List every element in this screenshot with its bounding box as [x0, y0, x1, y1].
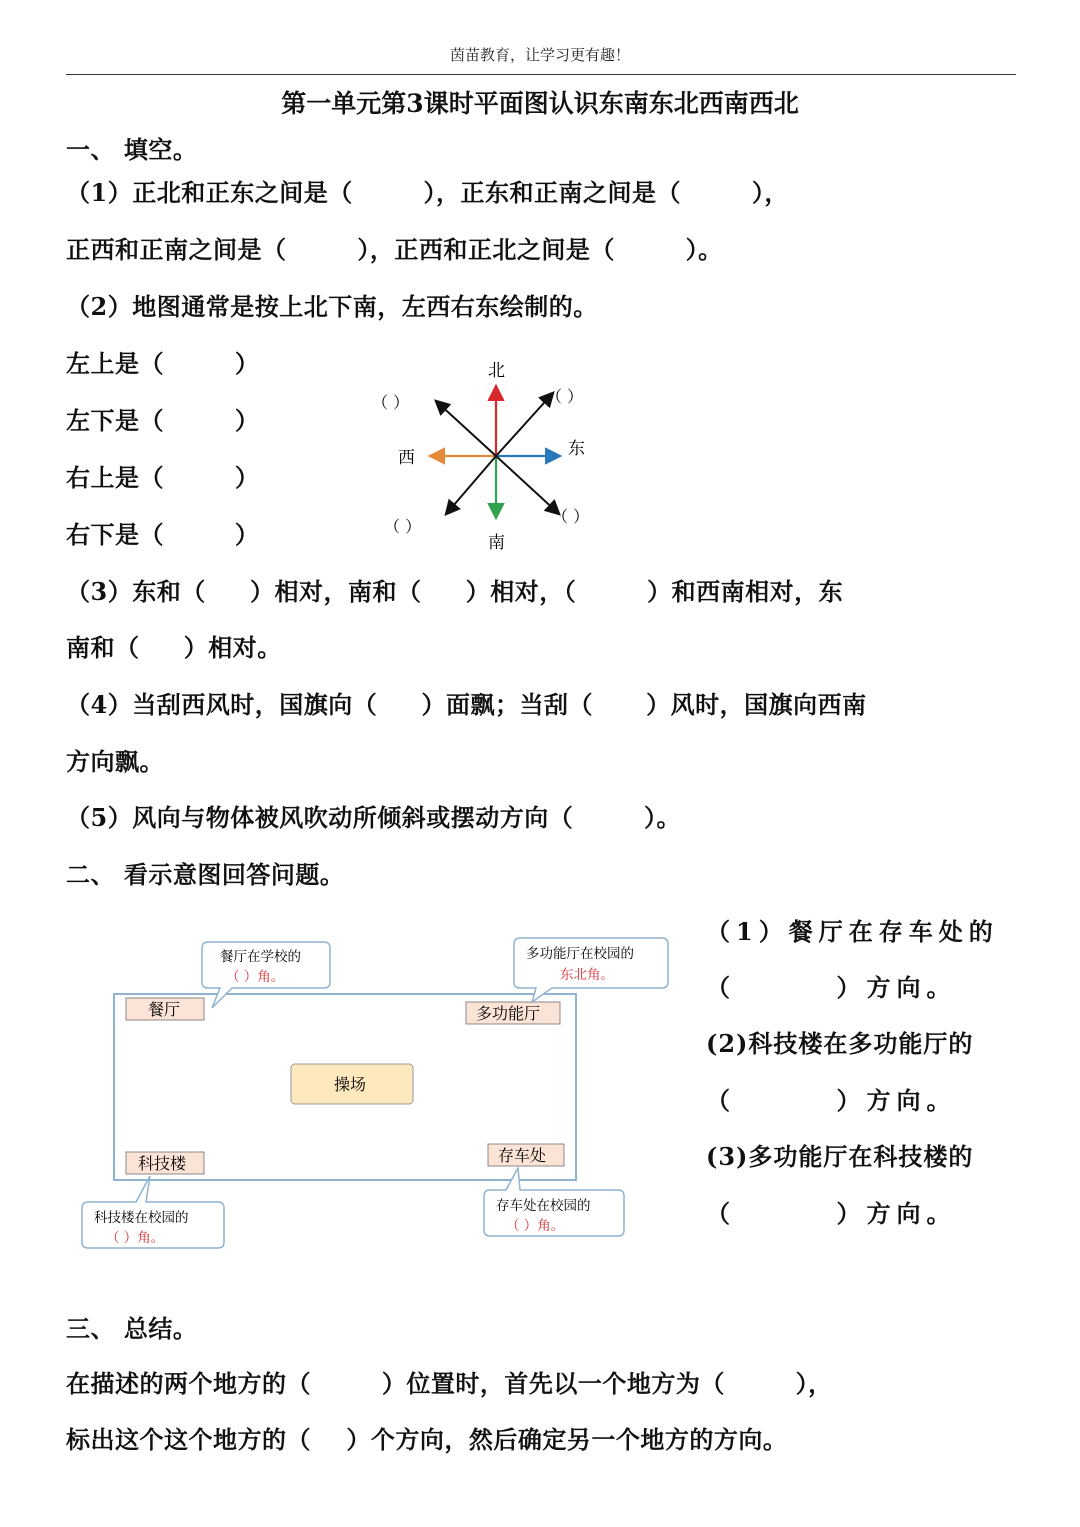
- label-south: 南: [488, 533, 505, 553]
- summary-line2: 标出这个这个地方的（ ）个方向，然后确定另一个地方的方向。: [66, 1425, 788, 1454]
- s2-q2-line2: （ ）方向。: [706, 1086, 957, 1115]
- bike-shed-label: 存车处: [498, 1146, 547, 1165]
- callout-tech-line1: 科技楼在校园的: [94, 1210, 189, 1226]
- page-title: 第一单元第3课时平面图认识东南东北西南西北: [281, 89, 799, 118]
- summary-line1: 在描述的两个地方的（ ）位置时，首先以一个地方为（ ），: [66, 1369, 833, 1398]
- s2-q3-line1: (3)多功能厅在科技楼的: [706, 1142, 974, 1171]
- label-west: 西: [398, 448, 415, 468]
- s2-q3-line2: （ ）方向。: [706, 1199, 957, 1228]
- southwest-arrow: [447, 456, 496, 513]
- campus-map: [74, 930, 684, 1260]
- q1-line2: 正西和正南之间是（ ），正西和正北之间是（ ）。: [66, 235, 723, 264]
- q2-text: （2）地图通常是按上北下南，左西右东绘制的。: [66, 292, 598, 321]
- blank-southwest: （ ）: [384, 517, 422, 536]
- callout-multi-line2: 东北角。: [560, 967, 614, 983]
- callout-tech-line2: （ ）角。: [106, 1230, 165, 1246]
- s2-q1-line2: （ ）方向。: [706, 973, 957, 1002]
- section1-heading: 一、 填空。: [66, 135, 198, 164]
- multi-hall-label: 多功能厅: [476, 1004, 541, 1023]
- callout-bike-line1: 存车处在校园的: [496, 1198, 591, 1214]
- q2-item-lower-left: 左下是（ ）: [66, 406, 260, 435]
- page-header: 茵苗教育，让学习更有趣！: [449, 46, 630, 64]
- callout-bike-line2: （ ）角。: [506, 1218, 565, 1234]
- compass-diagram: [360, 350, 660, 560]
- q4-line1: （4）当刮西风时，国旗向（ ）面飘；当刮（ ）风时，国旗向西南: [66, 690, 867, 719]
- q2-item-lower-right: 右下是（ ）: [66, 520, 260, 549]
- southeast-arrow: [496, 456, 558, 513]
- blank-southeast: （ ）: [552, 507, 590, 526]
- restaurant-label: 餐厅: [148, 1000, 181, 1019]
- northwest-arrow: [437, 402, 496, 456]
- blank-northwest: （ ）: [372, 393, 410, 412]
- s2-q2-line1: (2)科技楼在多功能厅的: [706, 1029, 974, 1058]
- label-east: 东: [568, 439, 585, 459]
- q4-line2: 方向飘。: [66, 747, 164, 776]
- callout-multi-line1: 多功能厅在校园的: [526, 946, 634, 962]
- header-divider: [66, 74, 1016, 75]
- blank-northeast: （ ）: [546, 387, 584, 406]
- tech-building-label: 科技楼: [138, 1154, 187, 1173]
- northeast-arrow: [496, 394, 552, 456]
- playground-label: 操场: [334, 1075, 367, 1094]
- q1-line1: （1）正北和正东之间是（ ），正东和正南之间是（ ），: [66, 178, 789, 207]
- q2-item-upper-right: 右上是（ ）: [66, 463, 260, 492]
- callout-restaurant-line1: 餐厅在学校的: [220, 949, 301, 965]
- q2-item-upper-left: 左上是（ ）: [66, 349, 260, 378]
- q5-text: （5）风向与物体被风吹动所倾斜或摆动方向（ ）。: [66, 803, 682, 832]
- s2-q1-line1: （1）餐厅在存车处的: [706, 917, 999, 946]
- section3-heading: 三、 总结。: [66, 1314, 198, 1343]
- label-north: 北: [488, 361, 505, 381]
- section2-heading: 二、 看示意图回答问题。: [66, 860, 345, 889]
- q3-line1: （3）东和（ ）相对，南和（ ）相对，（ ）和西南相对，东: [66, 577, 844, 606]
- callout-restaurant-line2: （ ）角。: [226, 969, 285, 985]
- q3-line2: 南和（ ）相对。: [66, 633, 282, 662]
